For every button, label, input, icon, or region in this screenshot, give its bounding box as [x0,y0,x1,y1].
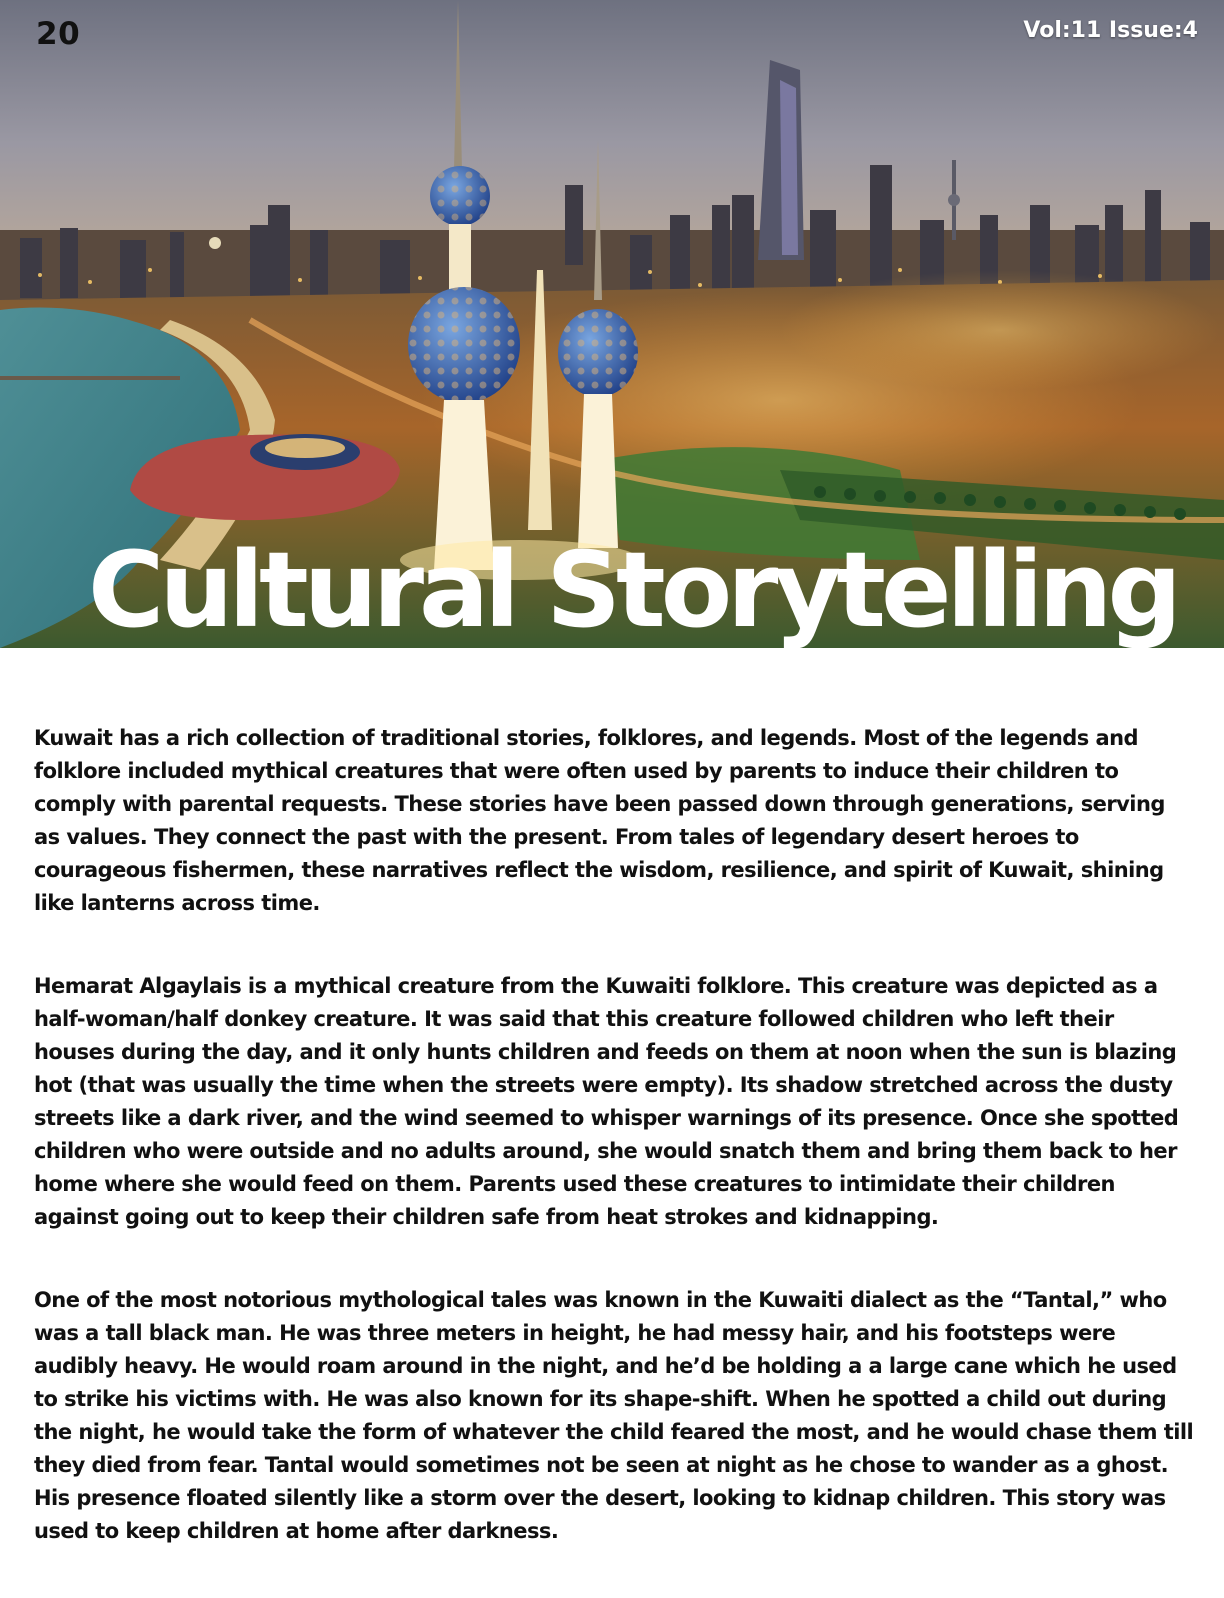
paragraph-tantal: One of the most notorious mythological tales was known in the Kuwaiti dialect as the “Tantal,” who was a tall black man. He was three meters in height, he had messy hair, and his footsteps were audibly heavy. He would roam around in the night, and he’d be holding a a large cane which he used to strike his victims with. He was also known for its shape-shift. When he spotted a child out during the night, he would take the form of whatever the child feared the most, and he would chase them till they died from fear. Tantal would sometimes not be seen at night as he chose to wander as a ghost. His presence floated silently like a storm over the desert, looking to kidnap children. This story was used to keep children at home after darkness. [34,1288,1194,1543]
hero-image [0,0,1224,648]
page-number: 20 [36,16,81,52]
issue-label: Vol:11 Issue:4 [1023,18,1198,43]
paragraph-hemarat-algaylais: Hemarat Algaylais is a mythical creature from the Kuwaiti folklore. This creature was depicted as a half-woman/half donkey creature. It was said that this creature followed children who left their houses during the day, and it only hunts children and feeds on them at noon when the sun is blazing hot (that was usually the time when the streets were empty). Its shadow stretched across the dusty streets like a dark river, and the wind seemed to whisper warnings of its presence. Once she spotted children who were outside and no adults around, she would snatch them and bring them back to her home where she would feed on them. Parents used these creatures to intimidate their children against going out to keep their children safe from heat strokes and kidnapping. [34,974,1179,1229]
article-body [34,722,1194,1598]
page-title: Cultural Storytelling [88,529,1177,648]
paragraph-intro: Kuwait has a rich collection of traditional stories, folklores, and legends. Most of the legends and folklore included mythical creatures that were often used by parents to induce their children to comply with parental requests. These stories have been passed down through generations, serving as values. They connect the past with the present. From tales of legendary desert heroes to courageous fishermen, these narratives reflect the wisdom, resilience, and spirit of Kuwait, shining like lanterns across time. [34,726,1165,915]
